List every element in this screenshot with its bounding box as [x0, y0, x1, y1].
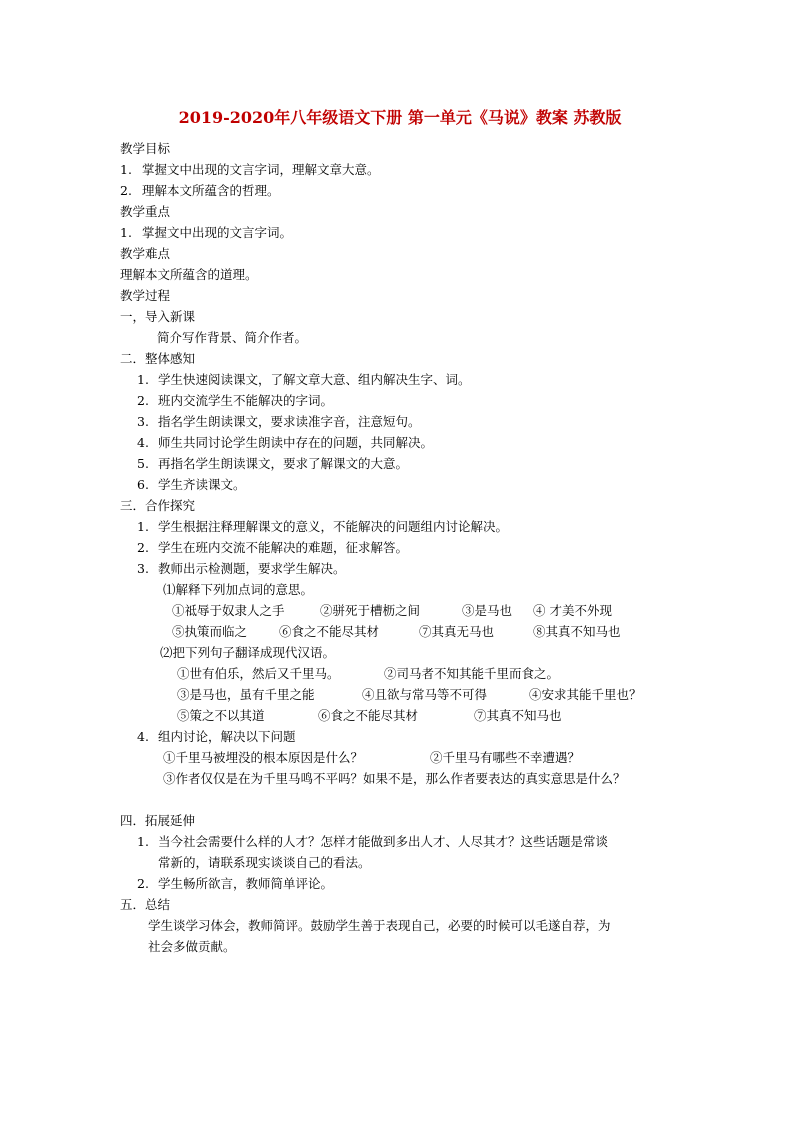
overall-item-1 — [137, 372, 471, 388]
list-number: 5. — [137, 456, 149, 471]
list-number: 1. — [137, 519, 149, 534]
objective-item-2 — [120, 183, 280, 199]
list-text: 班内交流学生不能解决的字词。 — [158, 393, 334, 408]
q2-row3-b: ⑥食之不能尽其材 — [318, 708, 419, 723]
q1-row2-a: ⑤执策而临之 — [172, 624, 248, 639]
coop-item-2 — [137, 540, 408, 556]
overall-item-5 — [137, 456, 408, 472]
objectives-heading: 教学目标 — [120, 141, 171, 156]
list-text: 师生共同讨论学生朗读中存在的问题，共同解决。 — [158, 435, 434, 450]
objective-item-1 — [120, 162, 380, 178]
difficulties-heading: 教学难点 — [120, 246, 171, 261]
extend-item-2 — [137, 876, 333, 892]
list-number: 2. — [137, 876, 149, 891]
list-text: 学生快速阅读课文，了解文章大意、组内解决生字、词。 — [158, 372, 471, 387]
list-number: 1. — [137, 834, 149, 849]
q2-prompt: ⑵把下列句子翻译成现代汉语。 — [160, 645, 336, 660]
list-text: 再指名学生朗读课文，要求了解课文的大意。 — [158, 456, 409, 471]
key-points-heading: 教学重点 — [120, 204, 171, 219]
extend-heading: 四．拓展延伸 — [120, 813, 196, 828]
list-text: 掌握文中出现的文言字词。 — [142, 225, 293, 240]
coop-heading: 三．合作探究 — [120, 498, 196, 513]
overall-item-3 — [137, 414, 421, 430]
list-text: 学生齐读课文。 — [158, 477, 246, 492]
overall-item-4 — [137, 435, 433, 451]
list-text: 教师出示检测题，要求学生解决。 — [158, 561, 346, 576]
q2-row3-a: ⑤策之不以其道 — [177, 708, 265, 723]
list-number: 3. — [137, 561, 149, 576]
overall-heading: 二．整体感知 — [120, 351, 196, 366]
q1-row2-d: ⑧其真不知马也 — [533, 624, 621, 639]
item4-row1-a: ①千里马被埋没的根本原因是什么？ — [163, 750, 364, 765]
q1-row2-b: ⑥食之不能尽其材 — [279, 624, 380, 639]
list-number: 4. — [137, 435, 149, 450]
list-text: 理解本文所蕴含的哲理。 — [142, 183, 280, 198]
list-text: 当今社会需要什么样的人才？怎样才能做到多出人才、人尽其才？这些话题是常谈 — [158, 834, 609, 849]
difficulties-text: 理解本文所蕴含的道理。 — [120, 267, 258, 282]
list-text: 掌握文中出现的文言字词，理解文章大意。 — [142, 162, 380, 177]
list-number: 1. — [120, 225, 132, 240]
item4-row2: ③作者仅仅是在为千里马鸣不平吗？如果不是，那么作者要表达的真实意思是什么？ — [163, 771, 626, 786]
q1-prompt: ⑴解释下列加点词的意思。 — [163, 582, 314, 597]
extend-item-1-cont: 常新的，请联系现实谈谈自己的看法。 — [158, 855, 371, 870]
list-text: 指名学生朗读课文，要求读准字音，注意短句。 — [158, 414, 421, 429]
coop-item-3 — [137, 561, 346, 577]
list-number: 2. — [137, 393, 149, 408]
document-title: 2019-2020年八年级语文下册 第一单元《马说》教案 苏教版 — [178, 108, 622, 127]
item4-row1-b: ②千里马有哪些不幸遭遇？ — [430, 750, 581, 765]
key-point-item-1 — [120, 225, 292, 241]
q1-row1-b: ②骈死于槽枥之间 — [320, 603, 421, 618]
q1-row1-d: ④ 才美不外现 — [533, 603, 612, 618]
list-text: 组内讨论，解决以下问题 — [158, 729, 296, 744]
q2-row2-b: ④且欲与常马等不可得 — [362, 687, 488, 702]
summary-line-1: 学生谈学习体会，教师简评。鼓励学生善于表现自己，必要的时候可以毛遂自荐，为 — [148, 918, 611, 933]
q2-row2-c: ④安求其能千里也？ — [529, 687, 642, 702]
q1-row2-c: ⑦其真无马也 — [419, 624, 495, 639]
list-number: 4. — [137, 729, 149, 744]
q2-row1-a: ①世有伯乐，然后又千里马。 — [177, 666, 340, 681]
q2-row1-b: ②司马者不知其能千里而食之。 — [384, 666, 560, 681]
list-number: 1. — [137, 372, 149, 387]
list-number: 2. — [120, 183, 132, 198]
q2-row2-a: ③是马也，虽有千里之能 — [177, 687, 315, 702]
list-number: 2. — [137, 540, 149, 555]
list-number: 6. — [137, 477, 149, 492]
summary-line-2: 社会多做贡献。 — [148, 939, 236, 954]
coop-item-1 — [137, 519, 508, 535]
list-number: 3. — [137, 414, 149, 429]
list-number: 1. — [120, 162, 132, 177]
q2-row3-c: ⑦其真不知马也 — [474, 708, 562, 723]
process-heading: 教学过程 — [120, 288, 171, 303]
intro-heading: 一，导入新课 — [120, 309, 196, 324]
overall-item-2 — [137, 393, 333, 409]
q1-row1-c: ③是马也 — [462, 603, 513, 618]
extend-item-1 — [137, 834, 608, 850]
q1-row1-a: ①祗辱于奴隶人之手 — [172, 603, 285, 618]
overall-item-6 — [137, 477, 246, 493]
list-text: 学生畅所欲言，教师简单评论。 — [158, 876, 334, 891]
list-text: 学生在班内交流不能解决的难题，征求解答。 — [158, 540, 409, 555]
summary-heading: 五．总结 — [120, 897, 171, 912]
list-text: 学生根据注释理解课文的意义，不能解决的问题组内讨论解决。 — [158, 519, 509, 534]
coop-item-4 — [137, 729, 296, 745]
intro-text: 简介写作背景、简介作者。 — [157, 330, 308, 345]
